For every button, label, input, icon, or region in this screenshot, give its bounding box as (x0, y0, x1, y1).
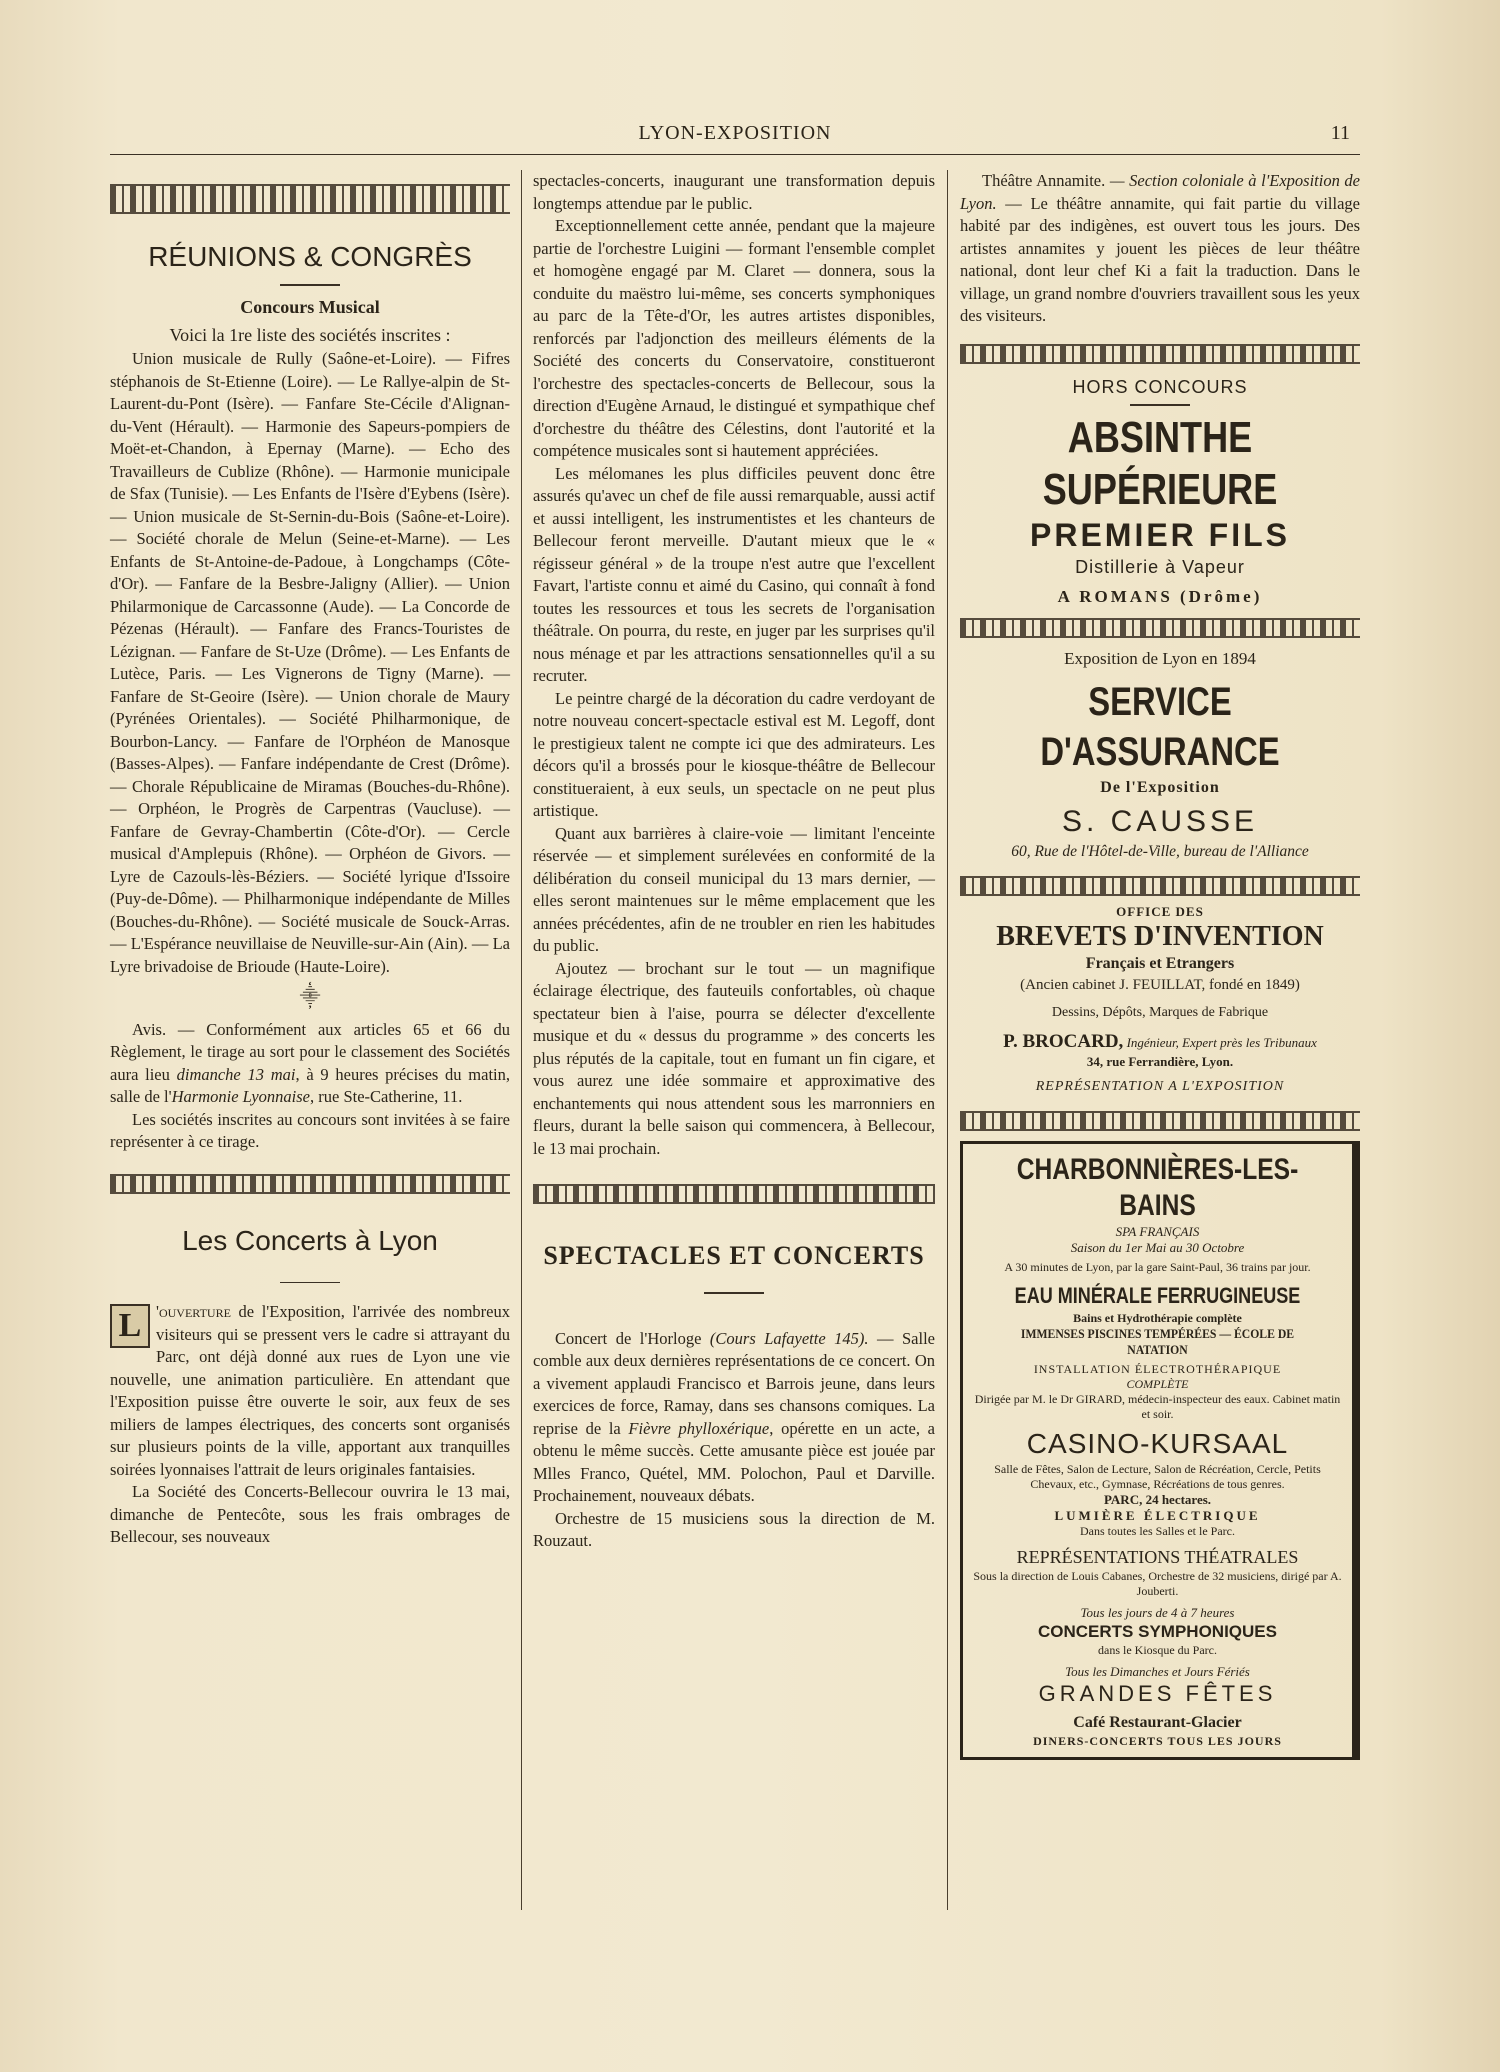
ad-line: Sous la direction de Louis Cabanes, Orchestre de 32 musiciens, dirigé par A. Jouberti. (973, 1568, 1342, 1598)
subsection-concours: Concours Musical (240, 296, 380, 317)
concerts-paragraph-2: La Société des Concerts-Bellecour ouvrira le 13 mai, dimanche de Pentecôte, sous les frais ombrages de Bellecour, ses nouveaux (110, 1482, 510, 1546)
ad-charbonnieres (960, 1141, 1360, 1760)
horloge-paragraph: Concert de l'Horloge (Cours Lafayette 145). — Salle comble aux deux dernières représentations de ce concert. On a vivement applaudi Francisco et Barrois jeune, dans leurs exercices de force, Ramay, dans ses chansons comiques. La reprise de la Fièvre phylloxérique, opérette en un acte, a obtenu le même succès. Cette amusante pièce est jouée par Mlles Franco, Quétel, MM. Polochon, Paul et Darville. Prochainement, nouveaux débats. (533, 1328, 935, 1505)
ad-headline: SERVICE D'ASSURANCE (1040, 679, 1280, 774)
ad-label: HORS CONCOURS (1072, 376, 1248, 397)
ad-headline: CONCERTS SYMPHONIQUES (1038, 1621, 1277, 1641)
ornament-divider (533, 1184, 935, 1204)
ad-headline: ABSINTHE SUPÉRIEURE (1042, 412, 1278, 514)
short-rule (280, 284, 340, 286)
page-header (110, 120, 1360, 155)
ad-subheadline: PREMIER FILS (1029, 516, 1290, 553)
page-number: 11 (1330, 122, 1350, 144)
ornament-divider (110, 184, 510, 214)
ad-line: PARC, 24 hectares. (1103, 1491, 1212, 1507)
short-rule (280, 1282, 340, 1284)
ad-line: REPRÉSENTATION A L'EXPOSITION (1035, 1079, 1285, 1094)
ad-line: Saison du 1er Mai au 30 Octobre (1070, 1239, 1245, 1255)
section-title-spectacles: SPECTACLES ET CONCERTS (543, 1241, 925, 1270)
ornament-divider (110, 1174, 510, 1194)
ornament-divider (960, 876, 1360, 896)
ad-line: Salle de Fêtes, Salon de Lecture, Salon de Récréation, Cercle, Petits Chevaux, etc., Gymnase, Récréations de tous genres. (994, 1461, 1321, 1491)
fleuron-icon: ⸎ (299, 986, 321, 1008)
ad-line: LUMIÈRE ÉLECTRIQUE (1054, 1507, 1261, 1523)
short-rule (704, 1292, 764, 1294)
ad-line: Tous les Dimanches et Jours Fériés (1065, 1663, 1250, 1679)
ad-name: S. CAUSSE (1061, 805, 1259, 838)
ad-headline: BREVETS D'INVENTION (996, 920, 1324, 952)
paragraph: Exceptionnellement cette année, pendant que la majeure partie de l'orchestre Luigini — formant l'ensemble complet et homogène engagé par M. Claret — donnera, sous la conduite du maëstro lui-même, ses concerts symphoniques au parc de la Tête-d'Or, les autres artistes disponibles, renforcés par l'adjonction des meilleurs éléments de la Société des concerts du Conservatoire, constitueront l'orchestre des spectacles-concerts de Bellecour, sous la direction d'Eugène Arnaud, le distingué et sympathique chef d'orchestre du théâtre des Célestins, dont l'autorité et la compétence musicales sont si hautement appréciées. (533, 216, 935, 460)
horloge-paragraph-2: Orchestre de 15 musiciens sous la direction de M. Rouzaut. (533, 1508, 935, 1550)
ad-absinthe (960, 376, 1360, 609)
ad-line: OFFICE DES (1116, 903, 1204, 919)
ad-address: 60, Rue de l'Hôtel-de-Ville, bureau de l'Alliance (1011, 843, 1309, 860)
ad-line: SPA FRANÇAIS (1115, 1223, 1200, 1239)
ad-line: A 30 minutes de Lyon, par la gare Saint-Paul, 36 trains par jour. (1004, 1259, 1311, 1274)
intro-text: Voici la 1re liste des sociétés inscrites : (169, 325, 451, 345)
ornament-divider (960, 1111, 1360, 1131)
ad-line: (Ancien cabinet J. FEUILLAT, fondé en 1849) (1020, 976, 1300, 993)
avis-paragraph: Avis. — Conformément aux articles 65 et 66 du Règlement, le tirage au sort pour le classement des Sociétés aura lieu dimanche 13 mai, à 9 heures précises du matin, salle de l'Harmonie Lyonnaise, rue Ste-Catherine, 11. (110, 1019, 510, 1106)
section-title-reunions: RÉUNIONS & CONGRÈS (148, 241, 472, 272)
ad-brevets (960, 904, 1360, 1099)
paragraph: spectacles-concerts, inaugurant une transformation depuis longtemps attendue par le public. (533, 171, 935, 213)
ad-line: dans le Kiosque du Parc. (1098, 1642, 1217, 1657)
ad-line: INSTALLATION ÉLECTROTHÉRAPIQUE (1033, 1361, 1282, 1376)
ad-headline: CHARBONNIÈRES-LES-BAINS (1016, 1152, 1299, 1222)
concerts-paragraph-1: L 'ouverture de l'Exposition, l'arrivée des nombreux visiteurs qui se pressent vers le cadre si attrayant du Parc, ont déjà donné aux rues de Lyon une vie nouvelle, une animation particulière. En attendant que l'Exposition puisse être ouverte le soir, aux feux de ses miliers de lampes électriques, des concerts sont organisés sur plusieurs points de la ville, apportant aux tranquilles soirées lyonnaises l'attrait de leurs originales fantaisies. (110, 1302, 510, 1479)
ad-line: Français et Etrangers (1085, 954, 1235, 972)
ad-assurance (960, 648, 1360, 864)
ad-line: Dessins, Dépôts, Marques de Fabrique (1051, 1005, 1269, 1020)
publication-title: LYON-EXPOSITION (638, 122, 832, 144)
ad-line: De l'Exposition (1100, 778, 1220, 796)
theatre-annamite-paragraph: Théâtre Annamite. — Section coloniale à l'Exposition de Lyon. — Le théâtre annamite, qui fait partie du village habité par des indigènes, est ouvert tous les jours. Des artistes annamites y jouent les pièces de leur théâtre national, dont leur chef Ki a fait la traduction. Dans le village, un grand nombre d'ouvriers travaillent sous les yeux des visiteurs. (960, 171, 1360, 325)
ad-headline: GRANDES FÊTES (1038, 1680, 1277, 1706)
paragraph: Les mélomanes les plus difficiles peuvent donc être assurés qu'avec un chef de file aussi remarquable, aussi actif et aussi intelligent, les instrumentistes et les chanteurs de Bellecour feront merveille. D'autant mieux que le « régisseur général » de la troupe n'est autre que l'excellent Favart, l'artiste connu et aimé du Casino, qui connaît à fond toutes les ressources et tous les secrets de l'organisation théâtrale. On pourra, du reste, en juger par les surprises qu'il nous ménage et par les attractions sensationnelles qu'il a su recruter. (533, 463, 935, 685)
ad-line: A ROMANS (Drôme) (1057, 586, 1263, 606)
ad-line: DINERS-CONCERTS TOUS LES JOURS (1033, 1733, 1282, 1748)
column-divider (947, 170, 948, 1910)
ad-line: Café Restaurant-Glacier (1073, 1713, 1242, 1731)
column-middle (533, 170, 935, 1553)
avis-paragraph-2: Les sociétés inscrites au concours sont invitées à se faire représenter à ce tirage. (110, 1109, 510, 1151)
ad-line: Dirigée par M. le Dr GIRARD, médecin-inspecteur des eaux. Cabinet matin et soir. (974, 1391, 1341, 1421)
ad-line: Tous les jours de 4 à 7 heures (1080, 1604, 1235, 1620)
societies-list: Union musicale de Rully (Saône-et-Loire). — Fifres stéphanois de St-Etienne (Loire). — Le Rallye-alpin de St-Laurent-du-Pont (Isère). — Fanfare Ste-Cécile d'Alignan-du-Vent (Hérault). — Harmonie des Sapeurs-pompiers de Moët-et-Chandon, à Epernay (Marne). — Echo des Travailleurs de Cublize (Rhône). — Harmonie municipale de Sfax (Tunisie). — Les Enfants de l'Isère d'Eybens (Isère). — Union musicale de St-Sernin-du-Bois (Saône-et-Loire). — Société chorale de Melun (Seine-et-Marne). — Les Enfants de St-Antoine-de-Padoue, à Longchamps (Côte-d'Or). — Fanfare de la Besbre-Jaligny (Allier). — Union Philarmonique de Carcassonne (Aude). — La Concorde de Pézenas (Hérault). — Fanfare des Francs-Touristes de Lézignan. — Fanfare de St-Uze (Drôme). — Les Enfants de Lutèce, Paris. — Les Vignerons de Tigny (Marne). — Fanfare de St-Geoire (Isère). — Union chorale de Maury (Pyrénées Orientales). — Société Philharmonique, de Bourbon-Lancy. — Fanfare de l'Orphéon de Manosque (Basses-Alpes). — Fanfare indépendante de Crest (Drôme). — Chorale Républicaine de Miramas (Bouches-du-Rhône). — Orphéon, le Progrès de Carpentras (Vaucluse). — Fanfare de Gevray-Chambertin (Côte-d'Or). — Cercle musical d'Amplepuis (Rhône). — Orphéon de Givors. — Lyre de Cazouls-lès-Béziers. — Société lyrique d'Issoire (Puy-de-Dôme). — Philharmonique indépendante de Milles (Bouches-du-Rhône). — Société musicale de Souck-Arras. — L'Espérance neuvillaise de Neuville-sur-Ain (Ain). — La Lyre brivadoise de Brioude (Haute-Loire). (110, 349, 510, 976)
ad-line: Dans toutes les Salles et le Parc. (1080, 1523, 1235, 1538)
ornament-divider (960, 344, 1360, 364)
column-divider (521, 170, 522, 1910)
paragraph: Ajoutez — brochant sur le tout — un magnifique éclairage électrique, des fauteuils confortables, où chaque spectateur bien à l'aise, pourra se délecter d'excellente musique et du « dessus du programme » des concerts les plus réputés de la capitale, tout en fumant un fin cigare, et vous aurez une idée sommaire et approximative des enchantements qui nous attendent sous les marronniers en fleurs, durant la belle saison qui commencera, à Bellecour, le 13 mai prochain. (533, 958, 935, 1158)
ad-line: IMMENSES PISCINES TEMPÉRÉES — ÉCOLE DE NATATION (1020, 1325, 1295, 1357)
ad-headline: CASINO-KURSAAL (1026, 1427, 1289, 1459)
ad-contact: P. BROCARD, Ingénieur, Expert près les Tribunaux (1003, 1030, 1317, 1052)
ad-line: Bains et Hydrothérapie complète (1073, 1310, 1242, 1325)
ad-address: 34, rue Ferrandière, Lyon. (1086, 1054, 1234, 1069)
column-right (960, 170, 1360, 1760)
ad-headline: EAU MINÉRALE FERRUGINEUSE (1014, 1282, 1301, 1308)
ornament-divider (960, 618, 1360, 638)
paragraph: Le peintre chargé de la décoration du cadre verdoyant de notre nouveau concert-spectacle estival est M. Legoff, dont le prestigieux talent ne compte ici que des admirateurs. Les décors qu'il a brossés pour le kiosque-théâtre de Bellecour constitueraient, à eux seuls, un spectacle on ne peut plus artistique. (533, 688, 935, 820)
paragraph: Quant aux barrières à claire-voie — limitant l'enceinte réservée — et simplement surélevées en conformité de la délibération du conseil municipal du 13 mars dernier, — elles seront maintenues sur le même emplacement que les années précédentes, afin de ne troubler en rien les habitudes du public. (533, 823, 935, 955)
drop-cap: L (110, 1304, 150, 1348)
section-title-concerts: Les Concerts à Lyon (182, 1224, 438, 1256)
column-left (110, 170, 510, 1549)
ad-line: Distillerie à Vapeur (1075, 556, 1245, 577)
ad-headline: REPRÉSENTATIONS THÉATRALES (1016, 1546, 1299, 1567)
ad-line: Exposition de Lyon en 1894 (1064, 649, 1256, 668)
short-rule (1130, 404, 1190, 406)
ad-line: COMPLÈTE (1126, 1376, 1189, 1391)
